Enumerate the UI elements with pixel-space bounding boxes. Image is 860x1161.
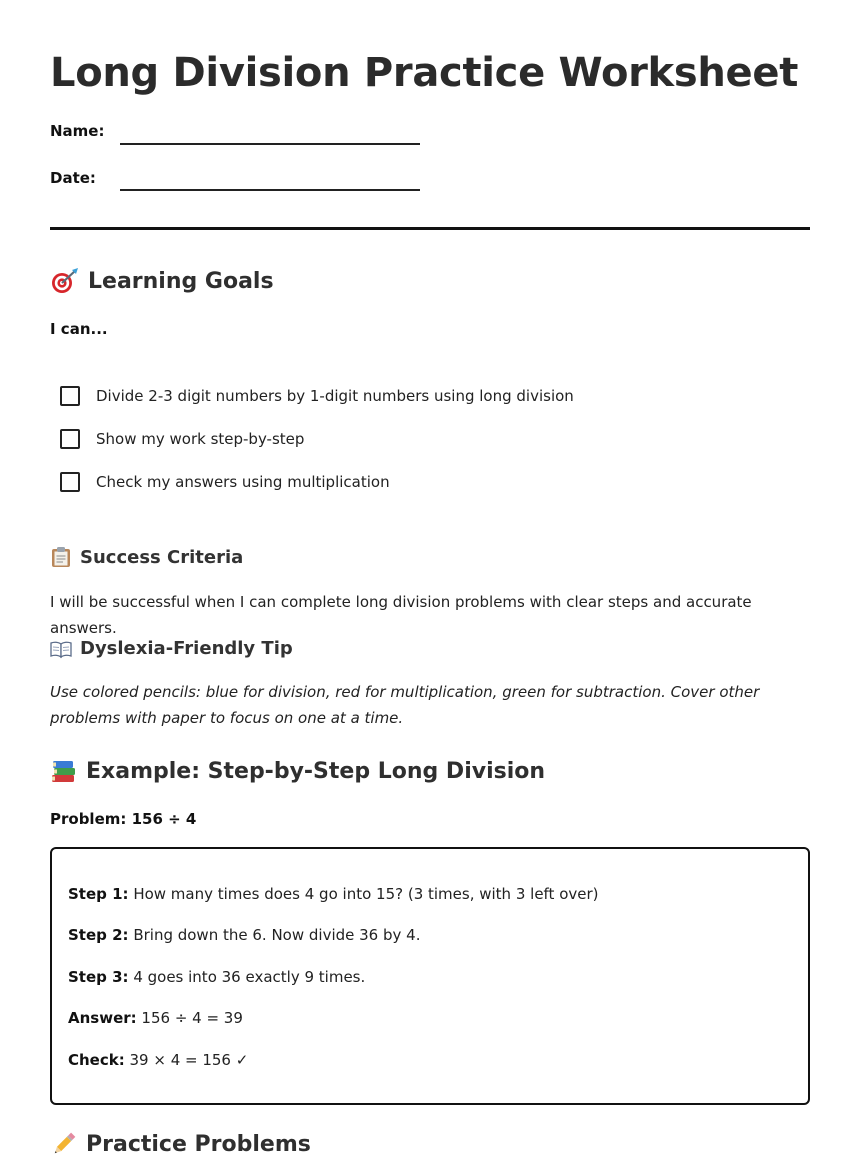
example-heading (50, 758, 545, 784)
goal-text: Divide 2-3 digit numbers by 1-digit numbers using long division (96, 387, 574, 405)
practice-heading (50, 1131, 311, 1157)
date-field[interactable] (120, 189, 420, 191)
learning-goals-heading (50, 268, 274, 294)
step-text: 156 ÷ 4 = 39 (136, 1009, 243, 1027)
step-label: Answer: (68, 1009, 137, 1027)
example-answer (68, 1009, 243, 1027)
step-label: Step 1: (68, 885, 129, 903)
tip-text: Use colored pencils: blue for division, red for multiplication, green for subtraction. Cover other problems with paper to focus on one at a time. (50, 683, 760, 727)
open-book-icon (50, 639, 72, 659)
example-step (68, 926, 420, 944)
step-text: 4 goes into 36 exactly 9 times. (128, 968, 366, 986)
step-label: Check: (68, 1051, 125, 1069)
header-divider (50, 227, 810, 230)
clipboard-icon (50, 546, 72, 568)
name-label: Name: (50, 122, 105, 140)
goal-item (60, 429, 304, 449)
step-label: Step 2: (68, 926, 129, 944)
success-criteria-title: Success Criteria (80, 546, 244, 568)
pencil-icon (50, 1131, 78, 1157)
page-title: Long Division Practice Worksheet (50, 50, 799, 96)
name-field[interactable] (120, 143, 420, 145)
goal-item (60, 386, 574, 406)
step-label: Step 3: (68, 968, 129, 986)
success-criteria-heading (50, 546, 243, 568)
example-problem: Problem: 156 ÷ 4 (50, 810, 197, 828)
step-text: 39 × 4 = 156 ✓ (124, 1051, 249, 1069)
step-text: Bring down the 6. Now divide 36 by 4. (128, 926, 421, 944)
date-label: Date: (50, 169, 96, 187)
example-check (68, 1051, 248, 1069)
learning-goals-title: Learning Goals (88, 268, 274, 294)
books-icon (50, 758, 78, 784)
example-box (50, 847, 810, 1105)
goal-checkbox[interactable] (60, 429, 80, 449)
success-criteria-text: I will be successful when I can complete long division problems with clear steps and accurate answers. (50, 593, 752, 637)
goal-checkbox[interactable] (60, 472, 80, 492)
tip-title: Dyslexia-Friendly Tip (80, 638, 293, 659)
example-step (68, 885, 599, 903)
goal-text: Show my work step-by-step (96, 430, 305, 448)
goal-text: Check my answers using multiplication (96, 473, 390, 491)
example-title: Example: Step-by-Step Long Division (86, 758, 546, 784)
goal-item (60, 472, 390, 492)
goal-checkbox[interactable] (60, 386, 80, 406)
practice-title: Practice Problems (86, 1131, 311, 1157)
goals-intro: I can... (50, 320, 108, 338)
target-icon (50, 268, 80, 294)
example-step (68, 968, 365, 986)
tip-heading (50, 638, 293, 659)
step-text: How many times does 4 go into 15? (3 times, with 3 left over) (128, 885, 599, 903)
